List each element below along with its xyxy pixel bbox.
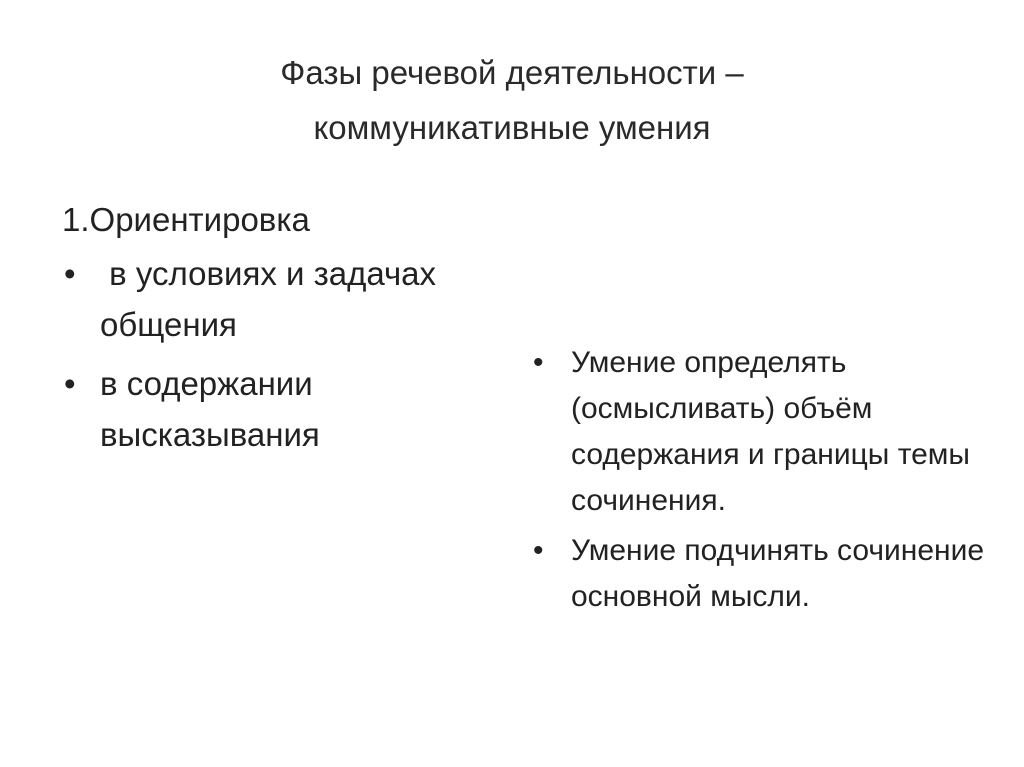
left-bullet-item xyxy=(62,358,482,460)
bullet-icon: • xyxy=(64,365,76,402)
right-bullet-text: Умение подчинять сочинение основной мысли. xyxy=(571,534,985,613)
left-column xyxy=(62,194,482,468)
slide-title xyxy=(0,45,1024,155)
slide-title-line-1: Фазы речевой деятельности – xyxy=(280,54,744,91)
right-bullet-item xyxy=(531,340,991,524)
right-bullet-item xyxy=(531,528,991,620)
left-bullet-text: в условиях и задачах общения xyxy=(100,255,446,343)
bullet-icon: • xyxy=(64,255,76,292)
bullet-icon: • xyxy=(533,534,544,567)
left-bullet-list xyxy=(62,248,482,460)
left-bullet-text: в содержании высказывания xyxy=(100,365,320,453)
right-column xyxy=(531,340,991,624)
left-bullet-item xyxy=(62,248,482,350)
phase-heading: 1.Ориентировка xyxy=(62,201,310,238)
bullet-icon: • xyxy=(533,346,544,379)
right-bullet-text: Умение определять (осмысливать) объём содержания и границы темы сочинения. xyxy=(571,346,970,517)
right-bullet-list xyxy=(531,340,991,620)
slide-title-line-2: коммуникативные умения xyxy=(313,109,711,146)
